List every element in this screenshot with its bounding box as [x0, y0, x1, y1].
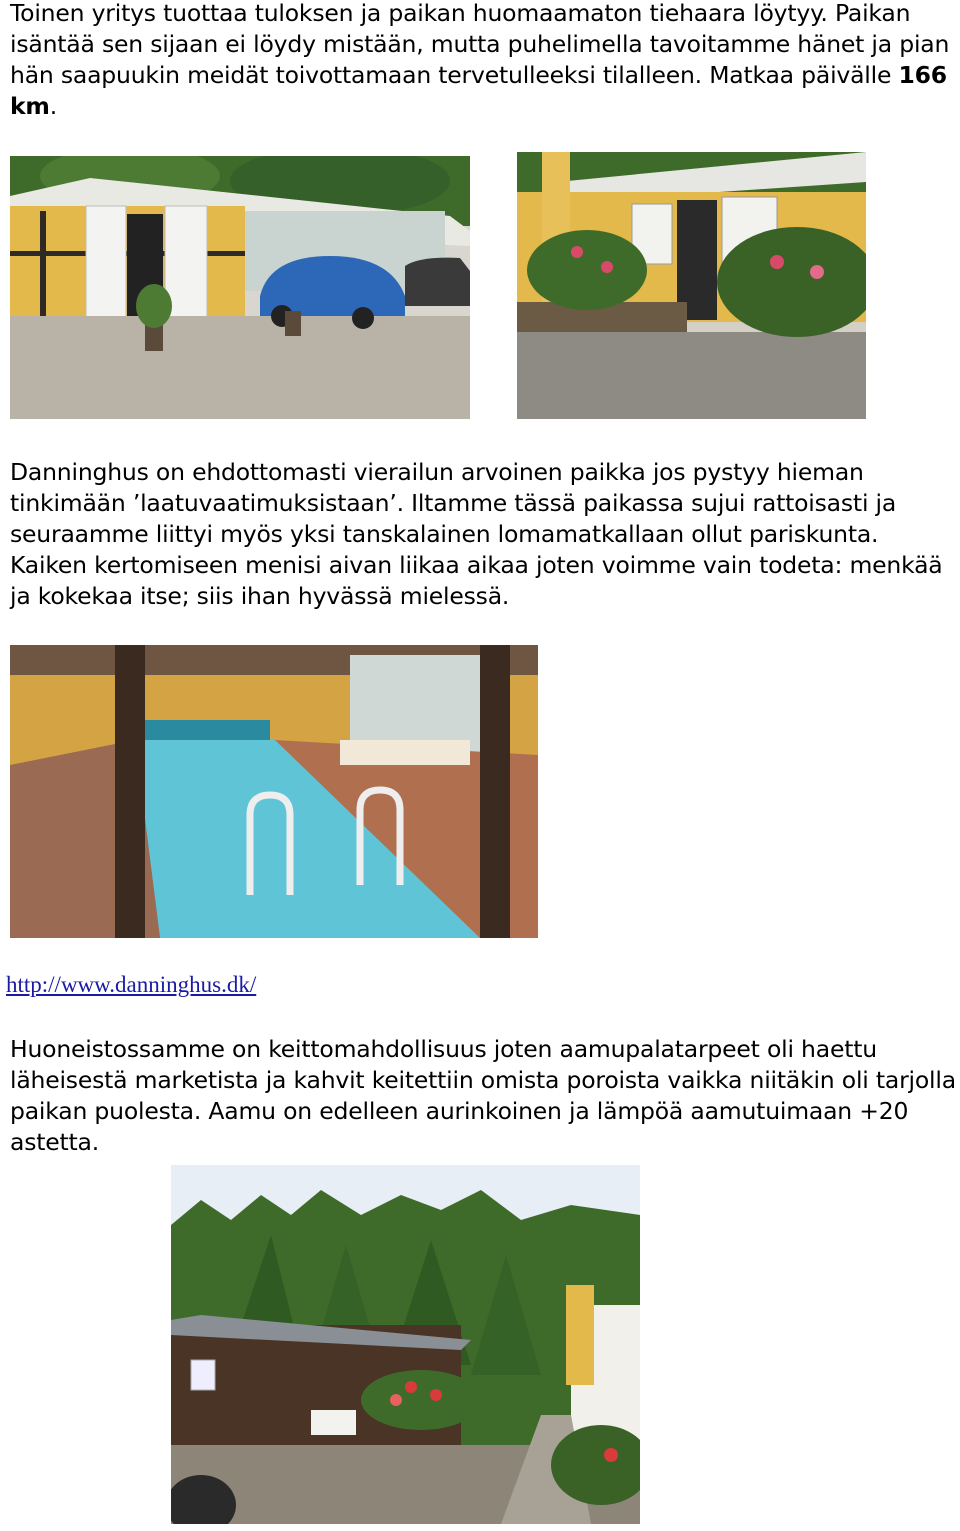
photo-garden-trees — [171, 1165, 640, 1524]
danninghus-link[interactable]: http://www.danninghus.dk/ — [6, 972, 257, 997]
photo-indoor-pool — [10, 645, 538, 938]
intro-text: Toinen yritys tuottaa tuloksen ja paikan huomaamaton tiehaara löytyy. Paikan isäntää sen sijaan ei löydy mistään, mutta puhelimella tavoitamme hänet ja pian hän saapuukin meidät toivottamaan tervetulleeksi tilalleen. Matkaa päivälle — [10, 0, 950, 89]
intro-end: . — [49, 92, 57, 120]
morning-paragraph: Huoneistossamme on keittomahdollisuus joten aamupalatarpeet oli haettu läheisestä marketista ja kahvit keitettiin omista poroista vaikka niitäkin oli tarjolla paikan puolesta. Aamu on edelleen aurinkoinen ja lämpöä aamutuimaan +20 astetta. — [10, 1035, 956, 1156]
distance-text: 166 km — [10, 61, 947, 120]
review-paragraph: Danninghus on ehdottomasti vierailun arvoinen paikka jos pystyy hieman tinkimään ’laatuvaatimuksistaan’. Iltamme tässä paikassa sujui rattoisasti ja seuraamme liittyi myös yksi tanskalainen lomamatkallaan ollut pariskunta. Kaiken kertomiseen menisi aivan liikaa aikaa joten voimme vain todeta: menkää ja kokekaa itse; siis ihan hyvässä mielessä. — [10, 458, 943, 610]
intro-paragraph — [10, 0, 960, 122]
photo-courtyard-cars — [10, 156, 470, 419]
photo-building-entrance — [517, 152, 866, 419]
